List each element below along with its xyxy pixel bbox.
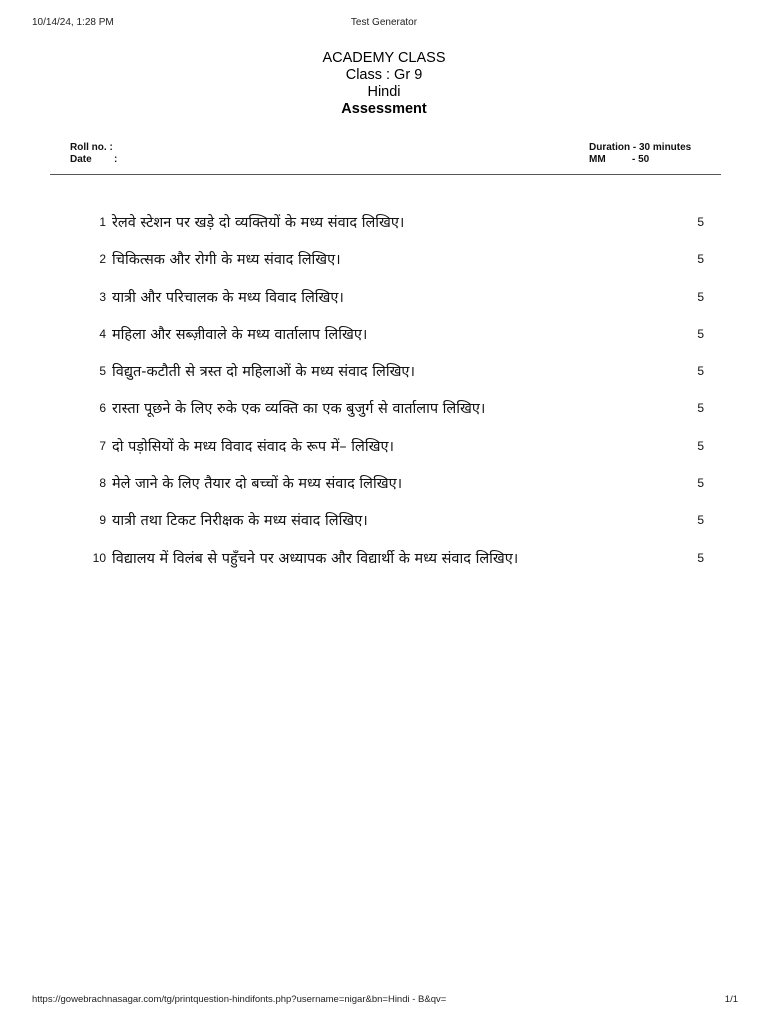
assessment-type: Assessment: [341, 101, 427, 117]
question-item: [0, 437, 768, 474]
question-marks: 5: [697, 476, 704, 491]
page-number: 1/1: [724, 994, 738, 1005]
date-colon: :: [114, 154, 118, 165]
question-marks: 5: [697, 401, 704, 416]
question-number: 3: [99, 289, 106, 304]
print-page-title: Test Generator: [350, 17, 418, 28]
max-marks-value: - 50: [632, 154, 650, 165]
header-divider: [50, 174, 721, 175]
question-text: मेले जाने के लिए तैयार दो बच्चों के मध्य संवाद लिखिए।: [112, 476, 403, 493]
question-text: यात्री तथा टिकट निरीक्षक के मध्य संवाद लिखिए।: [112, 513, 368, 530]
date-label: Date: [70, 154, 92, 165]
exam-info: [589, 142, 691, 166]
question-marks: 5: [697, 326, 704, 341]
question-marks: 5: [697, 438, 704, 453]
question-item: [0, 325, 768, 362]
question-item: [0, 399, 768, 436]
print-timestamp: 10/14/24, 1:28 PM: [32, 17, 114, 28]
question-item: [0, 549, 768, 586]
question-number: 1: [99, 215, 106, 229]
question-number: 9: [99, 513, 106, 528]
question-item: [0, 250, 768, 287]
question-list: [0, 213, 768, 586]
question-item: [0, 511, 768, 548]
question-number: 6: [99, 401, 106, 416]
question-marks: 5: [697, 289, 704, 304]
question-text: रेलवे स्टेशन पर खड़े दो व्यक्तियों के मध्य संवाद लिखिए।: [112, 215, 405, 231]
print-footer: [32, 994, 738, 1008]
question-marks: 5: [697, 364, 704, 379]
duration: Duration - 30 minutes: [589, 142, 692, 153]
school-name: ACADEMY CLASS: [322, 50, 446, 66]
question-item: [0, 288, 768, 325]
question-text: विद्यालय में विलंब से पहुँचने पर अध्यापक और विद्यार्थी के मध्य संवाद लिखिए।: [112, 550, 519, 567]
print-url: https://gowebrachnasagar.com/tg/printquestion-hindifonts.php?username=nigar&bn=Hindi - B&qv=: [32, 994, 447, 1005]
class-name: Class : Gr 9: [345, 67, 423, 83]
question-number: 4: [99, 326, 106, 341]
question-text: रास्ता पूछने के लिए रुके एक व्यक्ति का एक बुजुर्ग से वार्तालाप लिखिए।: [112, 401, 486, 418]
roll-number-row: [70, 142, 117, 154]
question-item: [0, 474, 768, 511]
student-info: [70, 142, 117, 166]
question-item: [0, 213, 768, 250]
question-marks: 5: [697, 550, 704, 565]
question-number: 7: [99, 438, 106, 453]
roll-number-label: Roll no. :: [70, 142, 113, 153]
question-text: विद्युत-कटौती से त्रस्त दो महिलाओं के मध्य संवाद लिखिए।: [112, 364, 415, 381]
max-marks-row: [589, 154, 691, 166]
question-text: दो पड़ोसियों के मध्य विवाद संवाद के रूप में– लिखिए।: [112, 438, 395, 455]
question-marks: 5: [697, 215, 704, 229]
question-number: 2: [99, 252, 106, 267]
document-title-block: [0, 50, 768, 118]
question-number: 5: [99, 364, 106, 379]
question-text: यात्री और परिचालक के मध्य विवाद लिखिए।: [112, 289, 344, 306]
subject-name: Hindi: [367, 84, 401, 100]
question-marks: 5: [697, 513, 704, 528]
question-marks: 5: [697, 252, 704, 267]
print-header: [32, 17, 736, 31]
question-number: 10: [92, 550, 106, 565]
date-row: [70, 154, 117, 166]
question-number: 8: [99, 476, 106, 491]
question-text: महिला और सब्ज़ीवाले के मध्य वार्तालाप लिखिए।: [112, 326, 368, 343]
max-marks-label: MM: [589, 154, 606, 165]
question-item: [0, 362, 768, 399]
question-text: चिकित्सक और रोगी के मध्य संवाद लिखिए।: [112, 252, 341, 269]
